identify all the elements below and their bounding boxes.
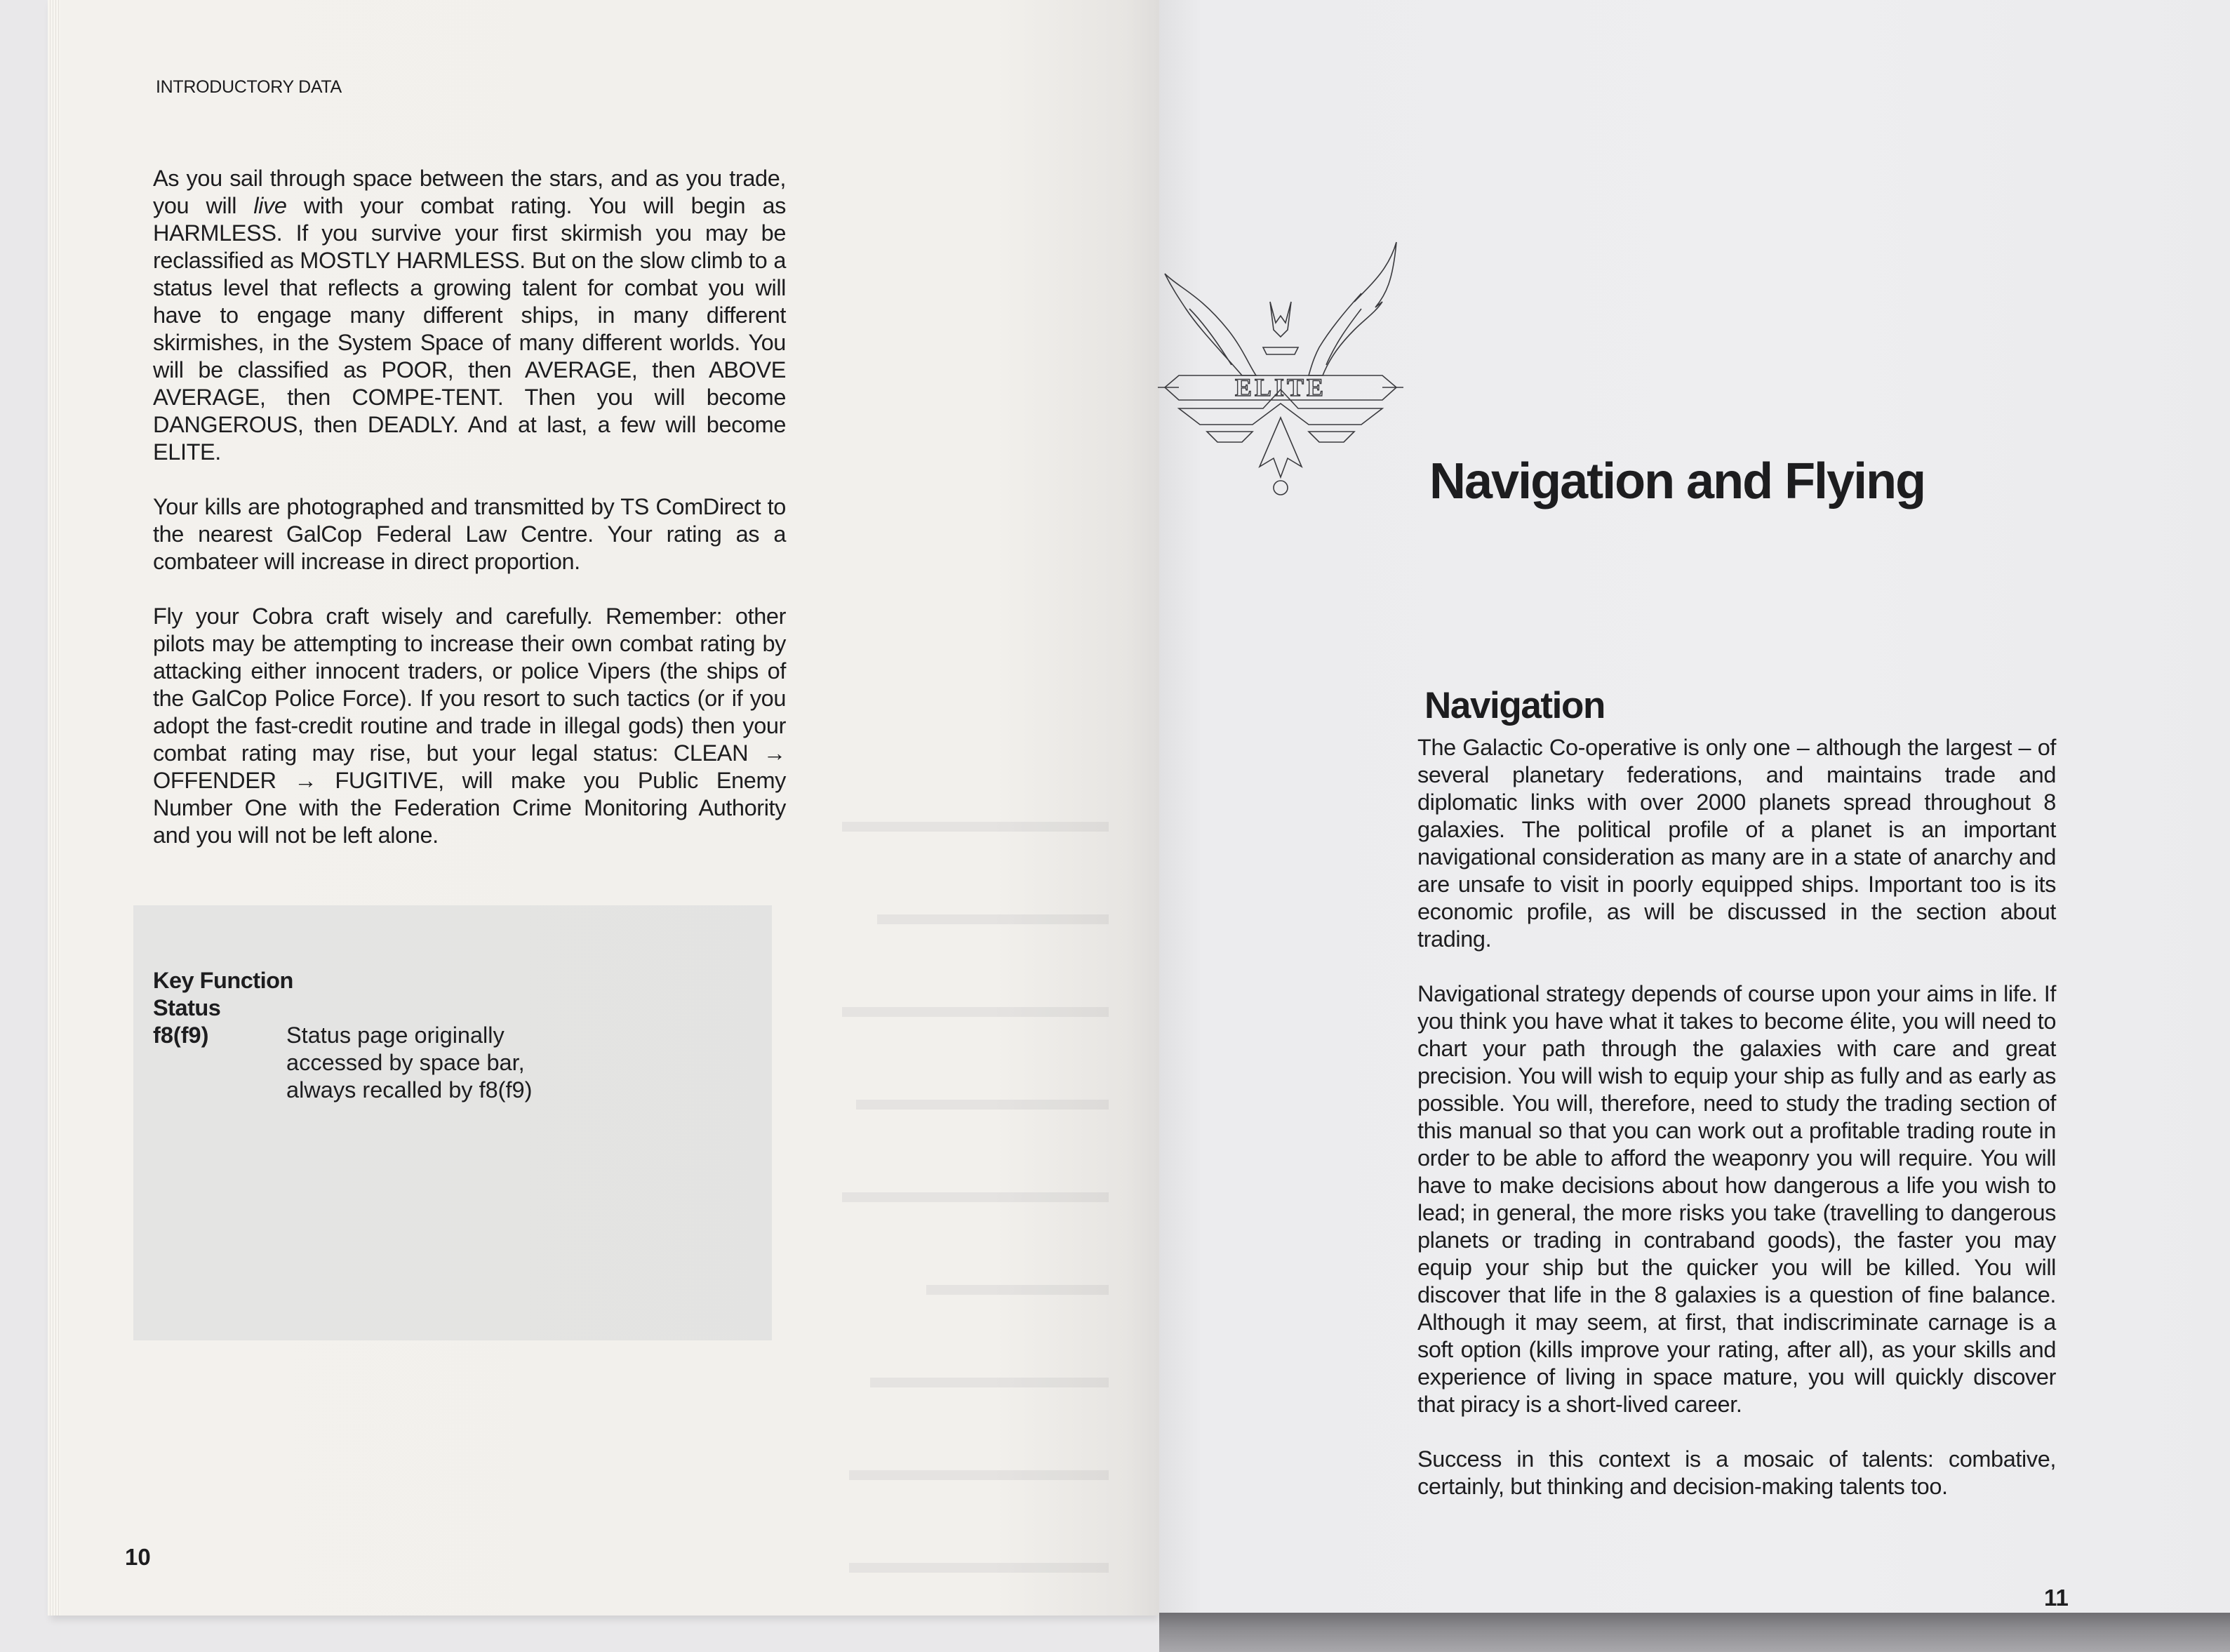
- page-number-left: 10: [125, 1544, 151, 1570]
- key-function-subheading: Status: [153, 995, 221, 1020]
- paragraph-kills: Your kills are photographed and transmitted by TS ComDirect to the nearest GalCop Federal Law Centre. Your rating as a combateer will increase in direct proportion.: [153, 494, 786, 574]
- right-wing-icon: [1309, 242, 1396, 375]
- key-description-line: Status page originally: [286, 1022, 505, 1048]
- key-function-box: [153, 967, 581, 1104]
- logo-wordmark: ELITE: [1234, 373, 1327, 401]
- emphasis-live: live: [253, 193, 287, 218]
- paragraph-combat-rating: [153, 165, 786, 466]
- paragraph-galactic-cooperative: The Galactic Co-operative is only one – although the largest – of several planetary federations, and maintains trade and diplomatic links with over 2000 planets spread throughout 8 galaxies. The political profile of a planet is an important navigational consideration as many are in a state of anarchy and are unsafe to visit in poorly equipped ships. Important too is its economic profile, as will be discussed in the section about trading.: [1417, 735, 2056, 952]
- key-code: f8(f9): [153, 1022, 209, 1048]
- scan-background-band: [1159, 1613, 2230, 1652]
- key-description: [286, 1022, 581, 1104]
- paragraph-success: Success in this context is a mosaic of talents: combative, certainly, but thinking and decision-making talents too.: [1417, 1446, 2056, 1499]
- running-head: INTRODUCTORY DATA: [156, 77, 342, 97]
- key-description-line: accessed by space bar,: [286, 1050, 525, 1075]
- paragraph-navigational-strategy: Navigational strategy depends of course upon your aims in life. If you think you have what it takes to become élite, you will need to chart your path through the galaxies with care and great precision. You will wish to equip your ship as fully and as early as possible. You will, therefore, need to study the trading section of this manual so that you can work out a profitable trading route in order to be able to afford the weaponry you will require. You will have to make decisions about how dangerous a life you wish to lead; in general, the more risks you take (travelling to dangerous planets or trading in contraband goods), the faster you may equip your ship but the quicker you will be killed. You will discover that life in the 8 galaxies is a question of fine balance. Although it may seem, at first, that indiscriminate carnage is a soft option (kills improve your rating, after all), as your skills and experience of living in space mature, you will quickly discover that piracy is a short-lived career.: [1417, 981, 2056, 1417]
- left-wing-icon: [1165, 274, 1256, 375]
- paragraph-text: As you sail through space between the stars, and as you trade, you will: [153, 166, 786, 218]
- chapter-title: Navigation and Flying: [1429, 453, 1925, 509]
- paragraph-text: with your combat rating. You will begin as HARMLESS. If you survive your first skirmish you may be reclassified as MOSTLY HARMLESS. But on the slow climb to a status level that reflects a growing talent for combat you will have to engage many different ships, in many different skirmishes, in the System Space of many different worlds. You will be classified as POOR, then AVERAGE, then ABOVE AVERAGE, then COMPE-TENT. Then you will become DANGEROUS, then DEADLY. And at last, a few will become ELITE.: [153, 193, 786, 465]
- left-body-text: [153, 165, 786, 877]
- right-body-text: [1417, 734, 2056, 1528]
- arrow-icon: [1260, 418, 1302, 477]
- key-function-row: [153, 1022, 581, 1104]
- bleed-through-texture: [814, 754, 1109, 1049]
- bird-head-icon: [1270, 302, 1291, 337]
- paragraph-legal-status: Fly your Cobra craft wisely and carefully. Remember: other pilots may be attempting to increase their own combat rating by attacking either innocent traders, or police Vipers (the ships of the GalCop Police Force). If you resort to such tactics (or if you adopt the fast-credit routine and trade in illegal gods) then your combat rating may rise, but your legal status: CLEAN → OFFENDER → FUGITIVE, will make you Public Enemy Number One with the Federation Crime Monitoring Authority and you will not be left alone.: [153, 604, 786, 848]
- page-number-right: 11: [2044, 1585, 2069, 1611]
- key-description-line: always recalled by f8(f9): [286, 1077, 533, 1103]
- elite-winged-logo-icon: [1151, 225, 1410, 505]
- section-title-navigation: Navigation: [1424, 685, 1605, 726]
- key-function-heading: Key Function: [153, 968, 293, 993]
